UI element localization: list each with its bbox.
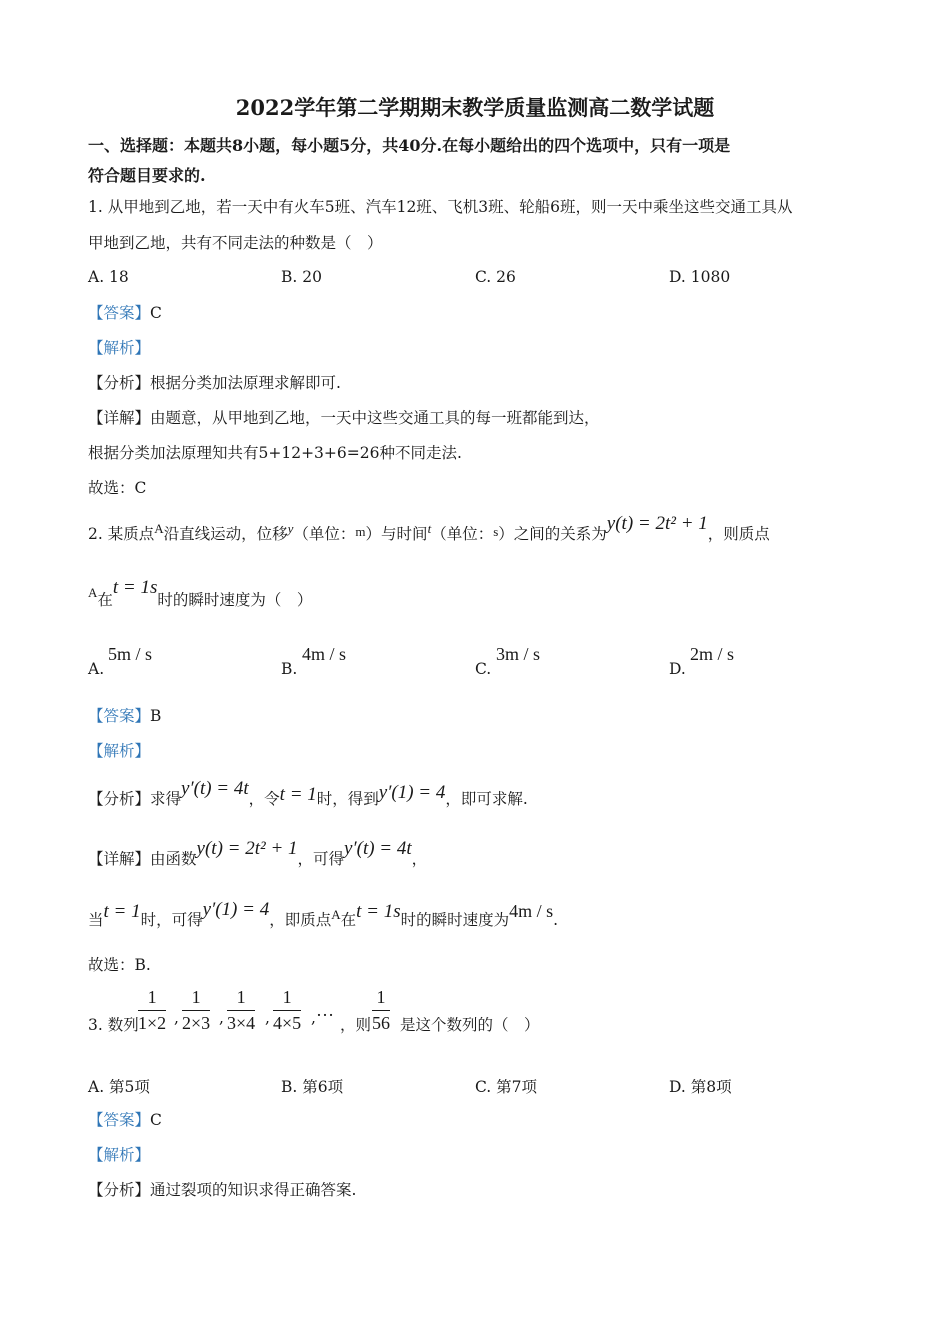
q3-ellipsis: … <box>316 1000 334 1020</box>
q2-formula: y(t) = 2t² + 1 <box>606 513 708 534</box>
answer-tag: 【答案】 <box>88 1111 151 1129</box>
q2-option-b-value: 4m / s <box>302 644 347 664</box>
section-heading-line1: 一、选择题：本题共8小题，每小题5分，共40分.在每小题给出的四个选项中，只有一项是 <box>88 136 731 155</box>
q3-target-num: 1 <box>376 987 386 1007</box>
q3-fraction-1 <box>138 987 166 1034</box>
q2-option-c-label: C. <box>475 660 492 678</box>
q3-option-d: D. 第8项 <box>669 1078 732 1096</box>
answer-tag: 【答案】 <box>88 707 151 725</box>
q2-point-a: A <box>154 521 164 536</box>
q2-text-d: ）与时间 <box>365 525 428 543</box>
q2-t-equals-1: t = 1 <box>279 784 317 805</box>
xiangjie-tag: 【详解】 <box>88 409 151 427</box>
q2-derivative-2: y′(t) = 4t <box>344 838 412 859</box>
q2-option-a-label: A. <box>88 660 105 678</box>
q3-frac3-den: 3×4 <box>227 1013 256 1033</box>
q3-answer <box>88 1110 162 1130</box>
page-title: 2022学年第二学期期末教学质量监测高二数学试题 <box>235 95 715 120</box>
q1-fenxi-text: 根据分类加法原理求解即可. <box>150 374 341 392</box>
q2-formula-2: y(t) = 2t² + 1 <box>196 838 298 859</box>
q2-l3-c: ，即质点 <box>269 911 332 929</box>
q2-l3-e: 时的瞬时速度为 <box>400 911 510 929</box>
q3-target-den: 56 <box>372 1013 390 1033</box>
q3-frac4-den: 4×5 <box>273 1013 302 1033</box>
q2-xj-c: ， <box>411 850 428 868</box>
q3-fraction-4 <box>273 987 301 1034</box>
q3-lead: 3. 数列 <box>88 1016 139 1034</box>
q2-fenxi-b: ，令 <box>248 790 280 808</box>
q3-frac2-den: 2×3 <box>182 1013 211 1033</box>
fenxi-tag: 【分析】 <box>88 374 151 392</box>
q2-xj-b: ，可得 <box>297 850 345 868</box>
q3-frac1-num: 1 <box>147 987 157 1007</box>
q2-y-prime-1-b: y′(1) = 4 <box>202 899 270 920</box>
q1-answer-value: C <box>150 304 162 322</box>
q2-text-velocity: 时的瞬时速度为（ ） <box>157 591 313 609</box>
q2-option-a-value: 5m / s <box>108 644 153 664</box>
q2-stem-line1 <box>88 513 770 545</box>
q1-xiangjie <box>88 408 600 428</box>
q2-y-prime-1: y′(1) = 4 <box>378 782 446 803</box>
q3-tail: 是这个数列的（ ） <box>400 1016 540 1034</box>
q2-point-a-3: A <box>331 907 341 922</box>
q3-jiexi-tag: 【解析】 <box>88 1146 151 1164</box>
q3-then: ，则 <box>340 1016 372 1034</box>
q2-option-d-label: D. <box>669 660 686 678</box>
q1-answer <box>88 303 162 323</box>
q2-unit-m: m <box>355 524 366 539</box>
q2-text-b: 沿直线运动，位移 <box>163 525 288 543</box>
q3-frac4-num: 1 <box>282 987 292 1007</box>
q2-l3-d: 在 <box>340 911 357 929</box>
q3-option-a: A. 第5项 <box>88 1078 150 1096</box>
q2-l3-f: . <box>553 911 559 929</box>
comma: , <box>311 1009 316 1027</box>
q2-fenxi <box>88 778 528 809</box>
q2-option-b-label: B. <box>281 660 298 678</box>
q2-option-d-value: 2m / s <box>690 644 735 664</box>
q1-option-c: C. 26 <box>475 268 516 286</box>
q2-text-a: 2. 某质点 <box>88 525 155 543</box>
comma: , <box>174 1009 179 1027</box>
q2-text-zai: 在 <box>97 591 113 609</box>
q3-option-b: B. 第6项 <box>281 1078 344 1096</box>
q3-fraction-2 <box>182 987 210 1034</box>
q2-text-f: ）之间的关系为 <box>498 525 607 543</box>
xiangjie-tag: 【详解】 <box>88 850 151 868</box>
q3-option-c: C. 第7项 <box>475 1078 538 1096</box>
q2-result-line <box>88 899 559 931</box>
q3-answer-value: C <box>150 1111 162 1129</box>
q3-frac2-num: 1 <box>191 987 201 1007</box>
q2-text-g: ，则质点 <box>707 525 770 543</box>
q1-xiangjie-text: 由题意，从甲地到乙地，一天中这些交通工具的每一班都能到达， <box>150 409 600 427</box>
q3-fenxi-text: 通过裂项的知识求得正确答案. <box>150 1181 357 1199</box>
q2-velocity-value: 4m / s <box>509 901 554 921</box>
q2-answer <box>88 706 161 726</box>
q2-text-c: （单位： <box>293 525 356 543</box>
fenxi-tag: 【分析】 <box>88 790 151 808</box>
answer-tag: 【答案】 <box>88 304 151 322</box>
q2-option-c-value: 3m / s <box>496 644 541 664</box>
fenxi-tag: 【分析】 <box>88 1181 151 1199</box>
q2-var-y: y <box>287 521 294 536</box>
q1-stem-line2: 甲地到乙地，共有不同走法的种数是（ ） <box>88 234 383 252</box>
q3-fraction-3 <box>227 987 255 1034</box>
q3-target-fraction <box>372 987 390 1034</box>
q1-jiexi-tag: 【解析】 <box>88 339 151 357</box>
q2-fenxi-a: 求得 <box>150 790 182 808</box>
q3-fenxi <box>88 1180 356 1200</box>
q3-frac1-den: 1×2 <box>138 1013 167 1033</box>
q2-unit-s: s <box>493 524 499 539</box>
q2-l3-a: 当 <box>88 911 104 929</box>
q1-fenxi <box>88 373 341 393</box>
q2-stem-line2 <box>88 577 313 611</box>
q2-xj-a: 由函数 <box>150 850 197 868</box>
q2-l3-b: 时，可得 <box>140 911 203 929</box>
q1-option-a: A. 18 <box>88 268 129 286</box>
q1-option-d: D. 1080 <box>669 268 731 286</box>
q2-fenxi-c: 时，得到 <box>316 790 379 808</box>
q1-stem-line1: 1. 从甲地到乙地，若一天中有火车5班、汽车12班、飞机3班、轮船6班，则一天中乘坐这些交通工具从 <box>88 198 793 216</box>
q2-t-equals-1s-b: t = 1s <box>356 901 401 922</box>
q2-var-t: t <box>427 521 432 536</box>
q2-point-a-2: A <box>88 585 98 600</box>
comma: , <box>265 1009 270 1027</box>
comma: , <box>219 1009 224 1027</box>
q1-calc-line: 根据分类加法原理知共有5+12+3+6=26种不同走法. <box>88 444 462 462</box>
q1-option-b: B. 20 <box>281 268 322 286</box>
q2-choice: 故选：B. <box>88 956 151 974</box>
q2-derivative: y′(t) = 4t <box>181 778 249 799</box>
q2-xiangjie <box>88 838 428 869</box>
q2-text-e: （单位： <box>431 525 494 543</box>
q1-choice: 故选：C <box>88 479 147 497</box>
q3-frac3-num: 1 <box>236 987 246 1007</box>
q2-t-equals-1s: t = 1s <box>112 577 158 598</box>
q2-answer-value: B <box>150 707 162 725</box>
q2-t-equals-1-b: t = 1 <box>103 901 141 922</box>
q2-fenxi-d: ，即可求解. <box>445 790 528 808</box>
section-heading-line2: 符合题目要求的. <box>88 166 206 185</box>
q2-jiexi-tag: 【解析】 <box>88 742 151 760</box>
